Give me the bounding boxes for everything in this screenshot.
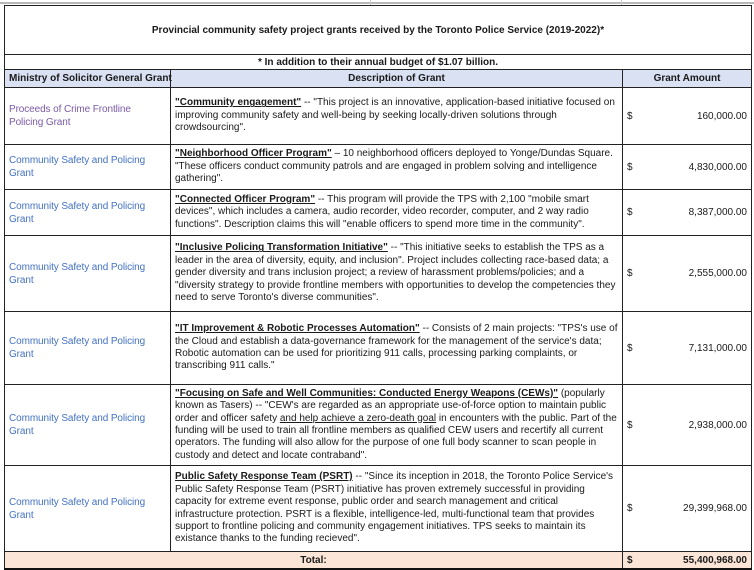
description-cell xyxy=(171,145,623,190)
description-text: in encounters with the public. Part of the funding will be used to train all frontline members as qualified CEW users and recertify all current operators. The funding will also allow for the purpose of one full body scanner to scan people in custody and detect and locate contraband". xyxy=(175,412,617,461)
ministry-label: Community Safety and Policing Grant xyxy=(9,496,146,521)
ministry-label: Community Safety and Policing Grant xyxy=(9,155,146,179)
description-text: -- This program will provide the TPS with 2,100 "mobile smart devices", which includes a camera, audio recorder, video recorder, computer, and 2 way radio functions". Description claims this will "enable officers to spend more time in the community". xyxy=(175,193,589,230)
column-header-ministry: Ministry of Solicitor General Grant xyxy=(5,70,171,88)
currency-symbol: $ xyxy=(627,419,633,431)
total-label: Total: xyxy=(5,552,623,570)
amount-cell xyxy=(623,385,752,466)
amount-cell xyxy=(623,88,752,145)
table-row xyxy=(5,466,752,552)
description-cell xyxy=(171,385,623,466)
ministry-cell xyxy=(5,466,171,552)
description-text: "Community engagement" xyxy=(175,97,302,109)
ministry-label: Community Safety and Policing Grant xyxy=(9,261,146,286)
ministry-cell xyxy=(5,312,171,385)
description-text: "Neighborhood Officer Program" xyxy=(175,148,332,160)
amount-value: 160,000.00 xyxy=(696,110,747,122)
ministry-label: Community Safety and Policing Grant xyxy=(9,200,146,225)
amount-value: 29,399,968.00 xyxy=(683,503,747,514)
column-header-amount: Grant Amount xyxy=(623,70,752,88)
amount-cell xyxy=(623,466,752,552)
table-row xyxy=(5,88,752,145)
table-row xyxy=(5,190,752,236)
amount-value: 7,131,000.00 xyxy=(688,342,747,354)
footnote-row xyxy=(5,55,752,70)
grants-table xyxy=(4,5,752,570)
ministry-label: Proceeds of Crime Frontline Policing Grant xyxy=(9,104,131,128)
description-cell xyxy=(171,88,623,145)
amount-value: 8,387,000.00 xyxy=(688,207,747,218)
description-text: (popularly known as Tasers) -- "CEW's are regarded as an appropriate use-of-force option to maintain public order and officer safety xyxy=(175,387,607,424)
description-cell xyxy=(171,466,623,552)
currency-symbol: $ xyxy=(627,268,633,279)
total-amount-value: 55,400,968.00 xyxy=(683,554,747,566)
description-text: "Connected Officer Program" xyxy=(175,193,316,205)
ministry-cell xyxy=(5,236,171,312)
ministry-cell xyxy=(5,190,171,236)
amount-value: 2,555,000.00 xyxy=(688,268,747,279)
table-row xyxy=(5,145,752,190)
description-text: -- Consists of 2 main projects: "TPS's use of the Cloud and establish a data-governance framework for the management of the service's data; Robotic automation can be used for prioritizing 911 calls, processing parking complaints, or transcribing 911 calls." xyxy=(175,323,618,372)
amount-value: 4,830,000.00 xyxy=(688,161,747,173)
amount-cell xyxy=(623,145,752,190)
currency-symbol: $ xyxy=(627,207,633,218)
spreadsheet-gridline xyxy=(0,2,754,4)
title-row xyxy=(5,6,752,55)
total-amount-cell xyxy=(623,552,752,570)
total-row xyxy=(5,552,752,570)
description-text: -- "This project is an innovative, application-based initiative focused on improving community safety and well-being by seeking locally-driven solutions through crowdsourcing". xyxy=(175,97,615,134)
description-text: and help achieve a zero-death goal xyxy=(279,412,437,424)
amount-value: 2,938,000.00 xyxy=(688,419,747,431)
amount-cell xyxy=(623,312,752,385)
header-row xyxy=(5,70,752,88)
footnote: * In addition to their annual budget of $1.07 billion. xyxy=(5,55,752,70)
currency-symbol: $ xyxy=(627,503,633,514)
description-cell xyxy=(171,190,623,236)
table-row xyxy=(5,312,752,385)
description-text: -- "This initiative seeks to establish the TPS as a leader in the area of diversity, equity, and inclusion". Project includes collecting race-based data; a gender diversity and trans inclusion project; a review of harassment problems/policies; and a "diversity strategy to provide frontline members with opportunities to develop the competencies they need to serve Toronto's diverse communities". xyxy=(175,242,616,304)
ministry-label: Community Safety and Policing Grant xyxy=(9,336,146,360)
amount-cell xyxy=(623,190,752,236)
currency-symbol: $ xyxy=(627,554,633,566)
ministry-cell xyxy=(5,145,171,190)
ministry-cell xyxy=(5,88,171,145)
table-title: Provincial community safety project grants received by the Toronto Police Service (2019-2022)* xyxy=(5,6,752,55)
description-cell xyxy=(171,236,623,312)
column-header-description: Description of Grant xyxy=(171,70,623,88)
currency-symbol: $ xyxy=(627,161,633,173)
ministry-label: Community Safety and Policing Grant xyxy=(9,413,146,437)
description-cell xyxy=(171,312,623,385)
description-text: -- "Since its inception in 2018, the Toronto Police Service's Public Safety Response Team (PSRT) initiative has proven extremely successful in providing capacity for extreme event response, public order and search management and critical infrastructure protection. PSRT is a flexible, intelligence-led, multi-functional team that provides support to frontline policing and community engagement initiatives. TPS seeks to maintain its existance thanks to the funding recieved". xyxy=(175,471,614,545)
description-text: "IT Improvement & Robotic Processes Automation" xyxy=(175,323,420,335)
table-row xyxy=(5,236,752,312)
table-row xyxy=(5,385,752,466)
currency-symbol: $ xyxy=(627,110,633,122)
description-text: "Inclusive Policing Transformation Initiative" xyxy=(175,242,388,254)
description-text: – 10 neighborhood officers deployed to Yonge/Dundas Square. "These officers conduct community patrols and are engaged in problem solving and intelligence gathering". xyxy=(175,148,613,185)
description-text: Public Safety Response Team (PSRT) xyxy=(175,471,353,483)
amount-cell xyxy=(623,236,752,312)
description-text: "Focusing on Safe and Well Communities: Conducted Energy Weapons (CEWs)" xyxy=(175,387,559,399)
ministry-cell xyxy=(5,385,171,466)
currency-symbol: $ xyxy=(627,342,633,354)
